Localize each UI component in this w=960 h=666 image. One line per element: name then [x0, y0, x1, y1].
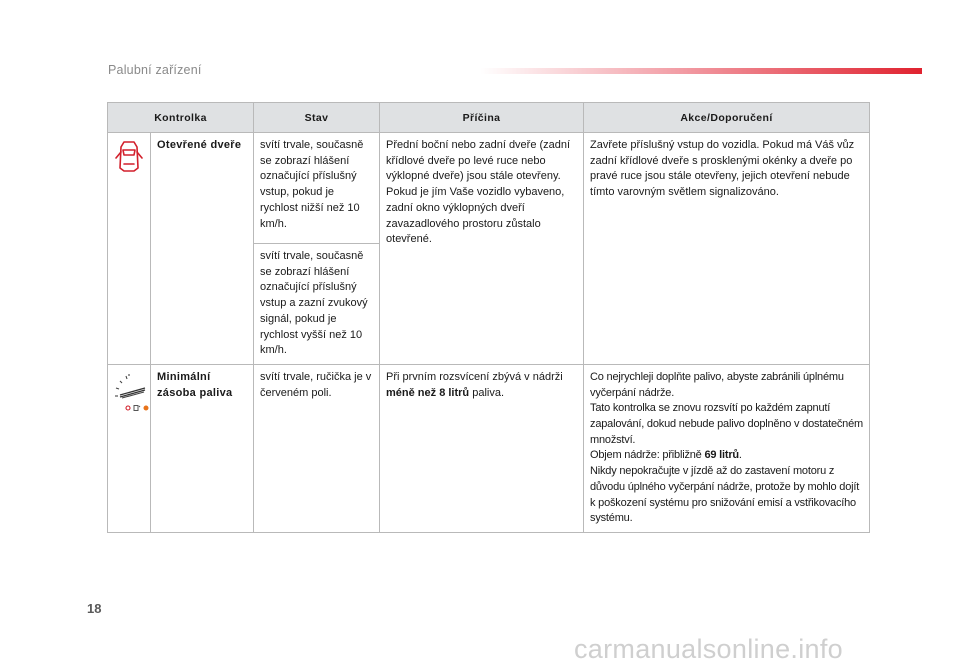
column-header-akce: Akce/Doporučení — [584, 103, 870, 133]
column-header-stav: Stav — [254, 103, 380, 133]
warning-lights-table — [107, 102, 870, 533]
stav-cell: svítí trvale, současně se zobrazí hlášení označující příslušný vstup a zazní zvukový signál, pokud je rychlost vyšší než 10 km/h. — [254, 244, 380, 365]
akce-cell — [584, 364, 870, 532]
akce-paragraph — [590, 448, 863, 464]
watermark: carmanualsonline.info — [574, 634, 843, 664]
page-number: 18 — [87, 601, 102, 616]
tank-capacity-value: 69 litrů — [704, 449, 739, 462]
column-header-kontrolka: Kontrolka — [108, 103, 254, 133]
akce-paragraph: Tato kontrolka se znovu rozsvítí po každém zapnutí zapalování, dokud nebude palivo doplněno v dostatečném množství. — [590, 402, 863, 446]
fuel-gauge-warning-icon — [114, 370, 154, 414]
pricina-text: Při prvním rozsvícení zbývá v nádrži — [386, 370, 563, 383]
row-label-open-doors: Otevřené dveře — [151, 133, 254, 365]
table-row — [108, 133, 870, 244]
stav-cell: svítí trvale, současně se zobrazí hlášení označující příslušný vstup, pokud je rychlost nižší než 10 km/h. — [254, 133, 380, 244]
pricina-text-end: paliva. — [469, 386, 505, 399]
stav-cell: svítí trvale, ručička je v červeném poli. — [254, 364, 380, 532]
row-label-low-fuel: Minimální zásoba paliva — [151, 364, 254, 532]
tank-capacity-end: . — [738, 449, 742, 462]
icon-cell — [108, 364, 151, 532]
pricina-cell: Přední boční nebo zadní dveře (zadní křídlové dveře po levé ruce nebo výklopné dveře) jsou stále otevřeny. Pokud je jím Vaše vozidlo vybaveno, zadní okno výklopných dveří zavazadlového prostoru zůstalo otevřené. — [380, 133, 584, 365]
door-open-warning-icon — [115, 138, 143, 174]
tank-capacity-text: Objem nádrže: přibližně — [590, 449, 705, 462]
pricina-cell — [380, 364, 584, 532]
column-header-pricina: Příčina — [380, 103, 584, 133]
table-row — [108, 364, 870, 532]
akce-paragraph: Nikdy nepokračujte v jízdě až do zastavení motoru z důvodu úplného vyčerpání nádrže, protože by mohlo dojít k poškození systému pro snižování emisí a vstřikovacího systému. — [590, 465, 860, 525]
section-title: Palubní zařízení — [108, 63, 202, 77]
pricina-text-bold: méně než 8 litrů — [386, 386, 470, 399]
akce-paragraph: Co nejrychleji doplňte palivo, abyste zabránili úplnému vyčerpání nádrže. — [590, 370, 844, 399]
akce-cell: Zavřete příslušný vstup do vozidla. Pokud má Váš vůz zadní křídlové dveře s prosklenými okénky a dveře po pravé ruce jsou stále otevřeny, jejich otevření nebude tímto varovným světlem signalizováno. — [584, 133, 870, 365]
section-title-accent-bar — [480, 68, 922, 74]
icon-cell — [108, 133, 151, 365]
table-header-row — [108, 103, 870, 133]
